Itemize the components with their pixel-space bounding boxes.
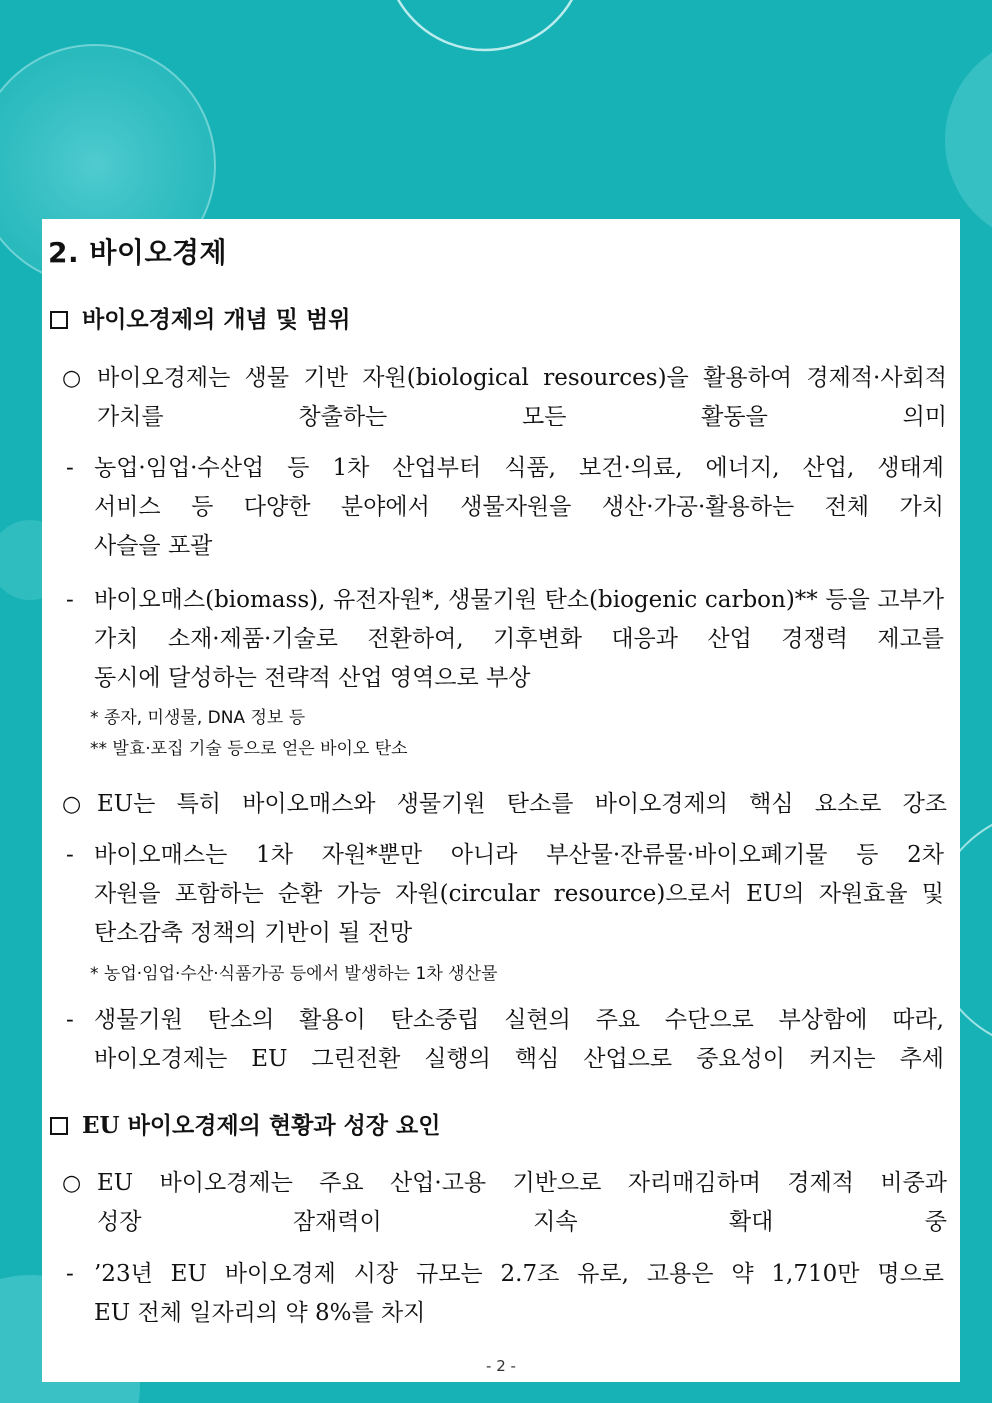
text-line: 가치를 창출하는 모든 활동을 의미 [97,404,947,430]
text-line: 서비스 등 다양한 분야에서 생물자원을 생산·가공·활용하는 전체 가치 [94,494,944,520]
heading-concept [42,305,960,335]
text-line: 사슬을 포괄 [94,533,213,559]
text-line: 바이오경제는 생물 기반 자원(biological resources)을 활용하여 경제적·사회적 [97,365,947,391]
text-line: EU는 특히 바이오매스와 생물기원 탄소를 바이오경제의 핵심 요소로 강조 [97,791,947,817]
footnote: * 농업·임업·수산·식품가공 등에서 발생하는 1차 생산물 [90,964,498,984]
dash-marker: - [66,1007,74,1033]
text-line: EU 바이오경제는 주요 산업·고용 기반으로 자리매김하며 경제적 비중과 [97,1170,947,1196]
text-line: EU 전체 일자리의 약 8%를 차지 [94,1300,426,1326]
dash-marker: - [66,455,74,481]
circle-bullet-icon: ○ [62,366,82,391]
section-title: 2. 바이오경제 [48,236,228,269]
text-line: 바이오경제는 EU 그린전환 실행의 핵심 산업으로 중요성이 커지는 추세 [94,1046,945,1072]
dash-marker: - [66,842,74,868]
text-line: 동시에 달성하는 전략적 산업 영역으로 부상 [94,665,531,691]
dash-marker: - [66,587,74,613]
dash-marker: - [66,1261,74,1287]
text-line: 바이오매스(biomass), 유전자원*, 생물기원 탄소(biogenic carbon)** 등을 고부가 [94,587,944,613]
text-line: 바이오매스는 1차 자원*뿐만 아니라 부산물·잔류물·바이오폐기물 등 2차 [94,842,944,868]
heading-text: EU 바이오경제의 현황과 성장 요인 [82,1112,441,1139]
footnote: * 종자, 미생물, DNA 정보 등 [90,708,306,728]
text-line: 가치 소재·제품·기술로 전환하여, 기후변화 대응과 산업 경쟁력 제고를 [94,626,944,652]
text-line: 자원을 포함하는 순환 가능 자원(circular resource)으로서 EU의 자원효율 및 [94,881,944,907]
text-line: 성장 잠재력이 지속 확대 중 [97,1209,947,1235]
content-panel [42,219,960,1382]
checkbox-square-icon [50,1117,68,1135]
checkbox-square-icon [50,311,68,329]
circle-bullet-icon: ○ [62,792,82,817]
footnote: ** 발효·포집 기술 등으로 얻은 바이오 탄소 [90,739,408,759]
heading-text: 바이오경제의 개념 및 범위 [82,306,351,333]
text-line: 생물기원 탄소의 활용이 탄소중립 실현의 주요 수단으로 부상함에 따라, [94,1007,944,1033]
page-number: - 2 - [486,1357,516,1375]
heading-status [42,1111,960,1141]
text-line: 농업·임업·수산업 등 1차 산업부터 식품, 보건·의료, 에너지, 산업, 생태계 [94,455,944,481]
circle-bullet-icon: ○ [62,1171,82,1196]
text-line: ’23년 EU 바이오경제 시장 규모는 2.7조 유로, 고용은 약 1,710만 명으로 [94,1261,944,1287]
text-line: 탄소감축 정책의 기반이 될 전망 [94,920,413,946]
